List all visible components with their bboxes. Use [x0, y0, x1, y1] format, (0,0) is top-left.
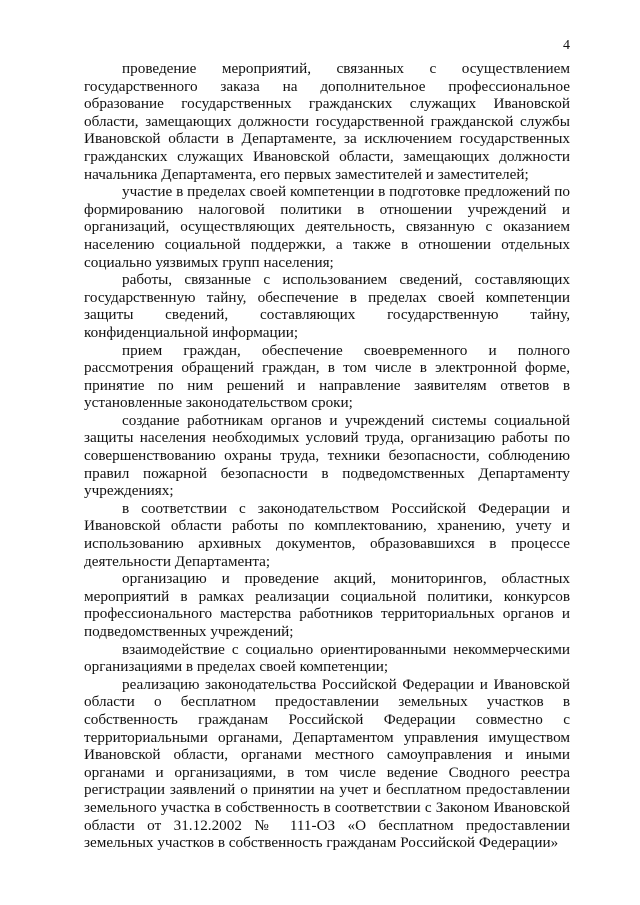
page-number: 4: [563, 38, 570, 53]
paragraph-events-contests: организацию и проведение акций, мониторингов, областных мероприятий в рамках реализации социальной политики, конкурсов профессионального мастерства работников территориальных органов и подведомственных учреждений;: [84, 570, 570, 640]
paragraph-archives: в соответствии с законодательством Российской Федерации и Ивановской области работы по комплектованию, хранению, учету и использованию архивных документов, образовавшихся в процессе деятельности Департамента;: [84, 499, 570, 570]
paragraph-labor-safety: создание работникам органов и учреждений системы социальной защиты населения необходимых условий труда, организацию работы по совершенствованию охраны труда, техники безопасности, соблюдению правил пожарной безопасности в подведомственных Департаменту учреждениях;: [84, 411, 570, 500]
paragraph-nonprofit-cooperation: взаимодействие с социально ориентированными некоммерческими организациями в пределах своей компетенции;: [84, 640, 570, 676]
paragraph-state-order-training: проведение мероприятий, связанных с осуществлением государственного заказа на дополнительное профессиональное образование государственных гражданских служащих Ивановской области, замещающих должности государственной гражданской службы Ивановской области в Департаменте, за исключением государственных гражданских служащих Ивановской области, замещающих должности начальника Департамента, его первых заместителей и заместителей;: [84, 60, 570, 183]
paragraph-state-secret: работы, связанные с использованием сведений, составляющих государственную тайну, обеспечение в пределах своей компетенции защиты сведений, составляющих государственную тайну, конфиденциальной информации;: [84, 271, 570, 341]
paragraph-land-plots: реализацию законодательства Российской Федерации и Ивановской области о бесплатном предоставлении земельных участков в собственность гражданам Российской Федерации совместно с территориальными органами, Департаментом управления имуществом Ивановской области, органами местного самоуправления и иными органами и организациями, в том числе ведение Сводного реестра регистрации заявлений о принятии на учет и бесплатном предоставлении земельного участка в собственность в соответствии с Законом Ивановской области от 31.12.2002 № 111-ОЗ «О бесплатном предоставлении земельных участков в собственность гражданам Российской Федерации»: [84, 675, 570, 852]
document-body: [84, 60, 570, 852]
paragraph-tax-policy: участие в пределах своей компетенции в подготовке предложений по формированию налоговой политики в отношении учреждений и организаций, осуществляющих деятельность, связанную с оказанием населению социальной поддержки, а также в отношении отдельных социально уязвимых групп населения;: [84, 183, 570, 271]
paragraph-citizen-reception: прием граждан, обеспечение своевременного и полного рассмотрения обращений граждан, в том числе в электронной форме, принятие по ним решений и направление заявителям ответов в установленные законодательством сроки;: [84, 341, 570, 412]
